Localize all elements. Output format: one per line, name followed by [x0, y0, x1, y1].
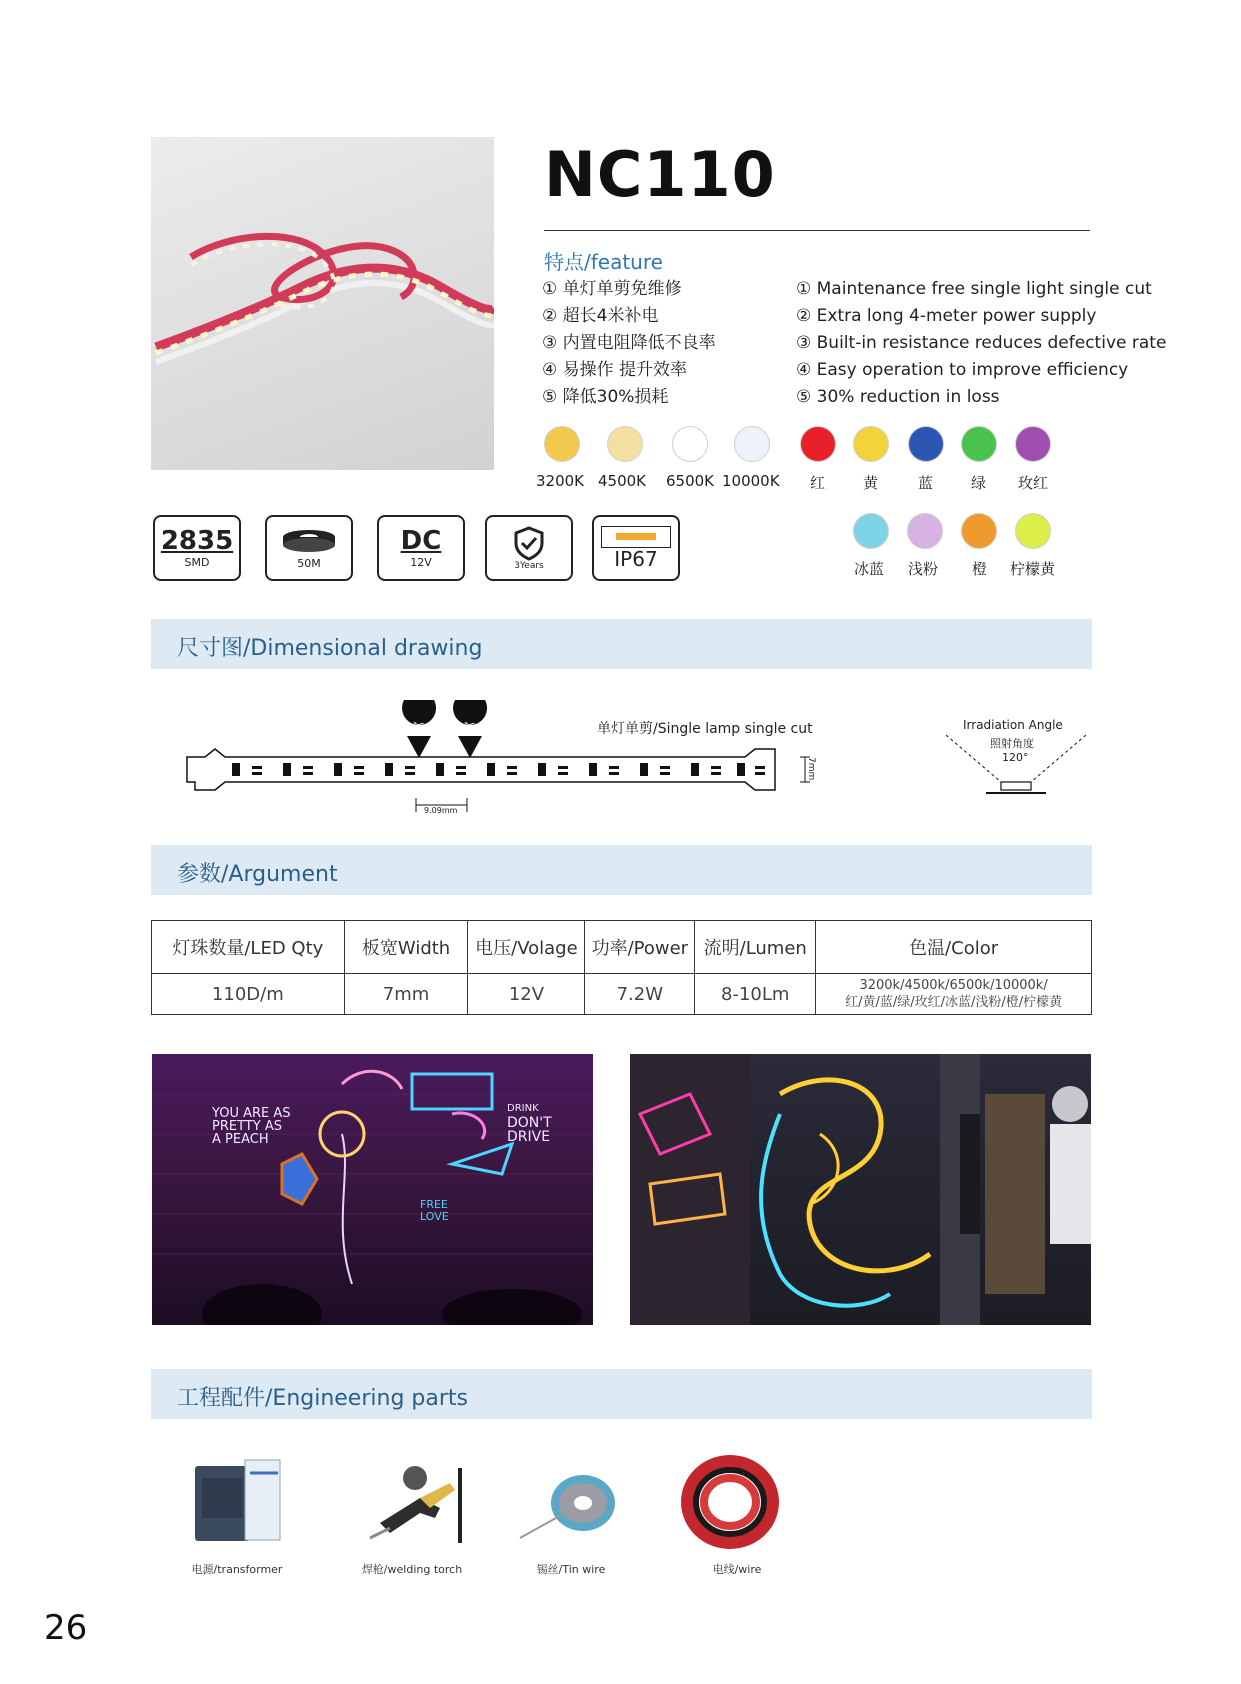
- section-title: 参数/Argument: [177, 862, 338, 887]
- feature-item: ④ 易操作 提升效率: [542, 360, 688, 380]
- page-number: 26: [44, 1608, 88, 1648]
- neon-dragon-illustration: [630, 1054, 1091, 1325]
- table-header: 色温/Color: [816, 921, 1092, 974]
- title-divider: [544, 230, 1090, 231]
- swatch-orange: [961, 513, 997, 549]
- scissor-icon: [402, 700, 436, 758]
- part-label: 电线/wire: [712, 1563, 762, 1576]
- swatch-label: 红: [810, 474, 826, 492]
- section-dimensional-drawing: [151, 619, 1092, 669]
- swatch-label: 柠檬黄: [1010, 560, 1056, 578]
- feature-item: ③ 内置电阻降低不良率: [542, 333, 716, 353]
- smd-2835-icon: 2835 SMD: [153, 515, 241, 581]
- feature-item: ① Maintenance free single light single cut: [796, 279, 1152, 299]
- welding-torch-image: [360, 1458, 470, 1548]
- swatch-ice-blue: [853, 513, 889, 549]
- table-header: 功率/Power: [585, 921, 695, 974]
- warranty-shield-icon: 3Years: [485, 515, 573, 581]
- angle-value: 120°: [1002, 751, 1029, 764]
- swatch-label: 3200K: [536, 472, 585, 490]
- led-strip-illustration: [151, 137, 494, 470]
- neon-wall-photo: [152, 1054, 593, 1325]
- swatch-label: 4500K: [598, 472, 647, 490]
- swatch-yellow: [853, 426, 889, 462]
- cut-note: 单灯单剪/Single lamp single cut: [597, 721, 813, 737]
- swatch-label: 绿: [971, 474, 987, 492]
- swatch-label: 冰蓝: [854, 560, 885, 578]
- argument-table: [151, 920, 1092, 1015]
- table-header-row: [152, 921, 1092, 974]
- part-label: 锡丝/Tin wire: [536, 1563, 606, 1576]
- transformer-image: [190, 1458, 290, 1548]
- feature-heading: 特点/feature: [544, 250, 663, 274]
- table-cell-color: 3200k/4500k/6500k/10000k/ 红/黄/蓝/绿/玫红/冰蓝/浅粉/橙/柠檬黄: [816, 974, 1092, 1015]
- svg-text:✂: ✂: [413, 718, 425, 734]
- part-label: 焊枪/welding torch: [361, 1563, 463, 1576]
- section-title: 尺寸图/Dimensional drawing: [177, 636, 483, 661]
- feature-item: ② Extra long 4-meter power supply: [796, 306, 1097, 326]
- swatch-10000k: [734, 426, 770, 462]
- neon-sign-peach: YOU ARE AS PRETTY AS A PEACH: [212, 1106, 291, 1147]
- scissor-icon: [453, 700, 487, 758]
- neon-sign-free-love: FREE LOVE: [420, 1198, 449, 1223]
- swatch-label: 10000K: [722, 472, 780, 490]
- swatch-rose: [1015, 426, 1051, 462]
- swatch-label: 浅粉: [908, 560, 939, 578]
- swatch-label: 6500K: [666, 472, 715, 490]
- feature-item: ④ Easy operation to improve efficiency: [796, 360, 1129, 380]
- svg-text:✂: ✂: [464, 718, 476, 734]
- product-title: NC110: [544, 138, 776, 211]
- section-engineering-parts: [151, 1369, 1092, 1419]
- table-cell: 8-10Lm: [695, 974, 816, 1015]
- table-cell: 7.2W: [585, 974, 695, 1015]
- swatch-light-pink: [907, 513, 943, 549]
- table-cell: 12V: [468, 974, 585, 1015]
- feature-item: ② 超长4米补电: [542, 306, 659, 326]
- feature-list-en: [796, 276, 1166, 411]
- feature-item: ⑤ 30% reduction in loss: [796, 387, 1000, 407]
- dc-voltage-icon: DC 12V: [377, 515, 465, 581]
- swatch-lemon: [1015, 513, 1051, 549]
- swatch-label: 黄: [863, 474, 879, 492]
- swatch-label: 玫红: [1018, 474, 1049, 492]
- table-header: 灯珠数量/LED Qty: [152, 921, 345, 974]
- table-row: [152, 974, 1092, 1015]
- part-label: 电源/transformer: [191, 1563, 283, 1576]
- swatch-4500k: [607, 426, 643, 462]
- feature-item: ① 单灯单剪免维修: [542, 279, 682, 299]
- table-cell: 7mm: [344, 974, 468, 1015]
- swatch-label: 橙: [972, 560, 988, 578]
- product-photo: [151, 137, 494, 470]
- feature-list-cn: [542, 276, 716, 411]
- ip-strip-illustration: [601, 526, 671, 548]
- reel-length-icon: 50M: [265, 515, 353, 581]
- wire-image: [680, 1455, 780, 1550]
- shield-check-icon: [511, 525, 547, 561]
- feature-item: ③ Built-in resistance reduces defective rate: [796, 333, 1167, 353]
- section-title: 工程配件/Engineering parts: [177, 1386, 468, 1411]
- angle-cn: 照射角度: [990, 737, 1034, 750]
- swatch-6500k: [672, 426, 708, 462]
- swatch-green: [961, 426, 997, 462]
- section-argument: [151, 845, 1092, 895]
- swatch-3200k: [544, 426, 580, 462]
- width-note: 7mm: [806, 757, 816, 781]
- reel-icon: [279, 527, 339, 555]
- tin-wire-image: [515, 1458, 625, 1548]
- table-header: 板宽Width: [344, 921, 468, 974]
- table-header: 流明/Lumen: [695, 921, 816, 974]
- neon-wall-illustration: [152, 1054, 593, 1325]
- pitch-note: 9.09mm: [424, 806, 458, 815]
- neon-sign-dont-drive: DRINK DON'T DRIVE: [507, 1103, 552, 1145]
- angle-title: Irradiation Angle: [963, 718, 1063, 732]
- swatch-label: 蓝: [918, 474, 934, 492]
- ip67-icon: IP67: [592, 515, 680, 581]
- table-cell: 110D/m: [152, 974, 345, 1015]
- table-header: 电压/Volage: [468, 921, 585, 974]
- swatch-blue: [908, 426, 944, 462]
- feature-item: ⑤ 降低30%损耗: [542, 387, 669, 407]
- swatch-red: [800, 426, 836, 462]
- neon-dragon-photo: [630, 1054, 1091, 1325]
